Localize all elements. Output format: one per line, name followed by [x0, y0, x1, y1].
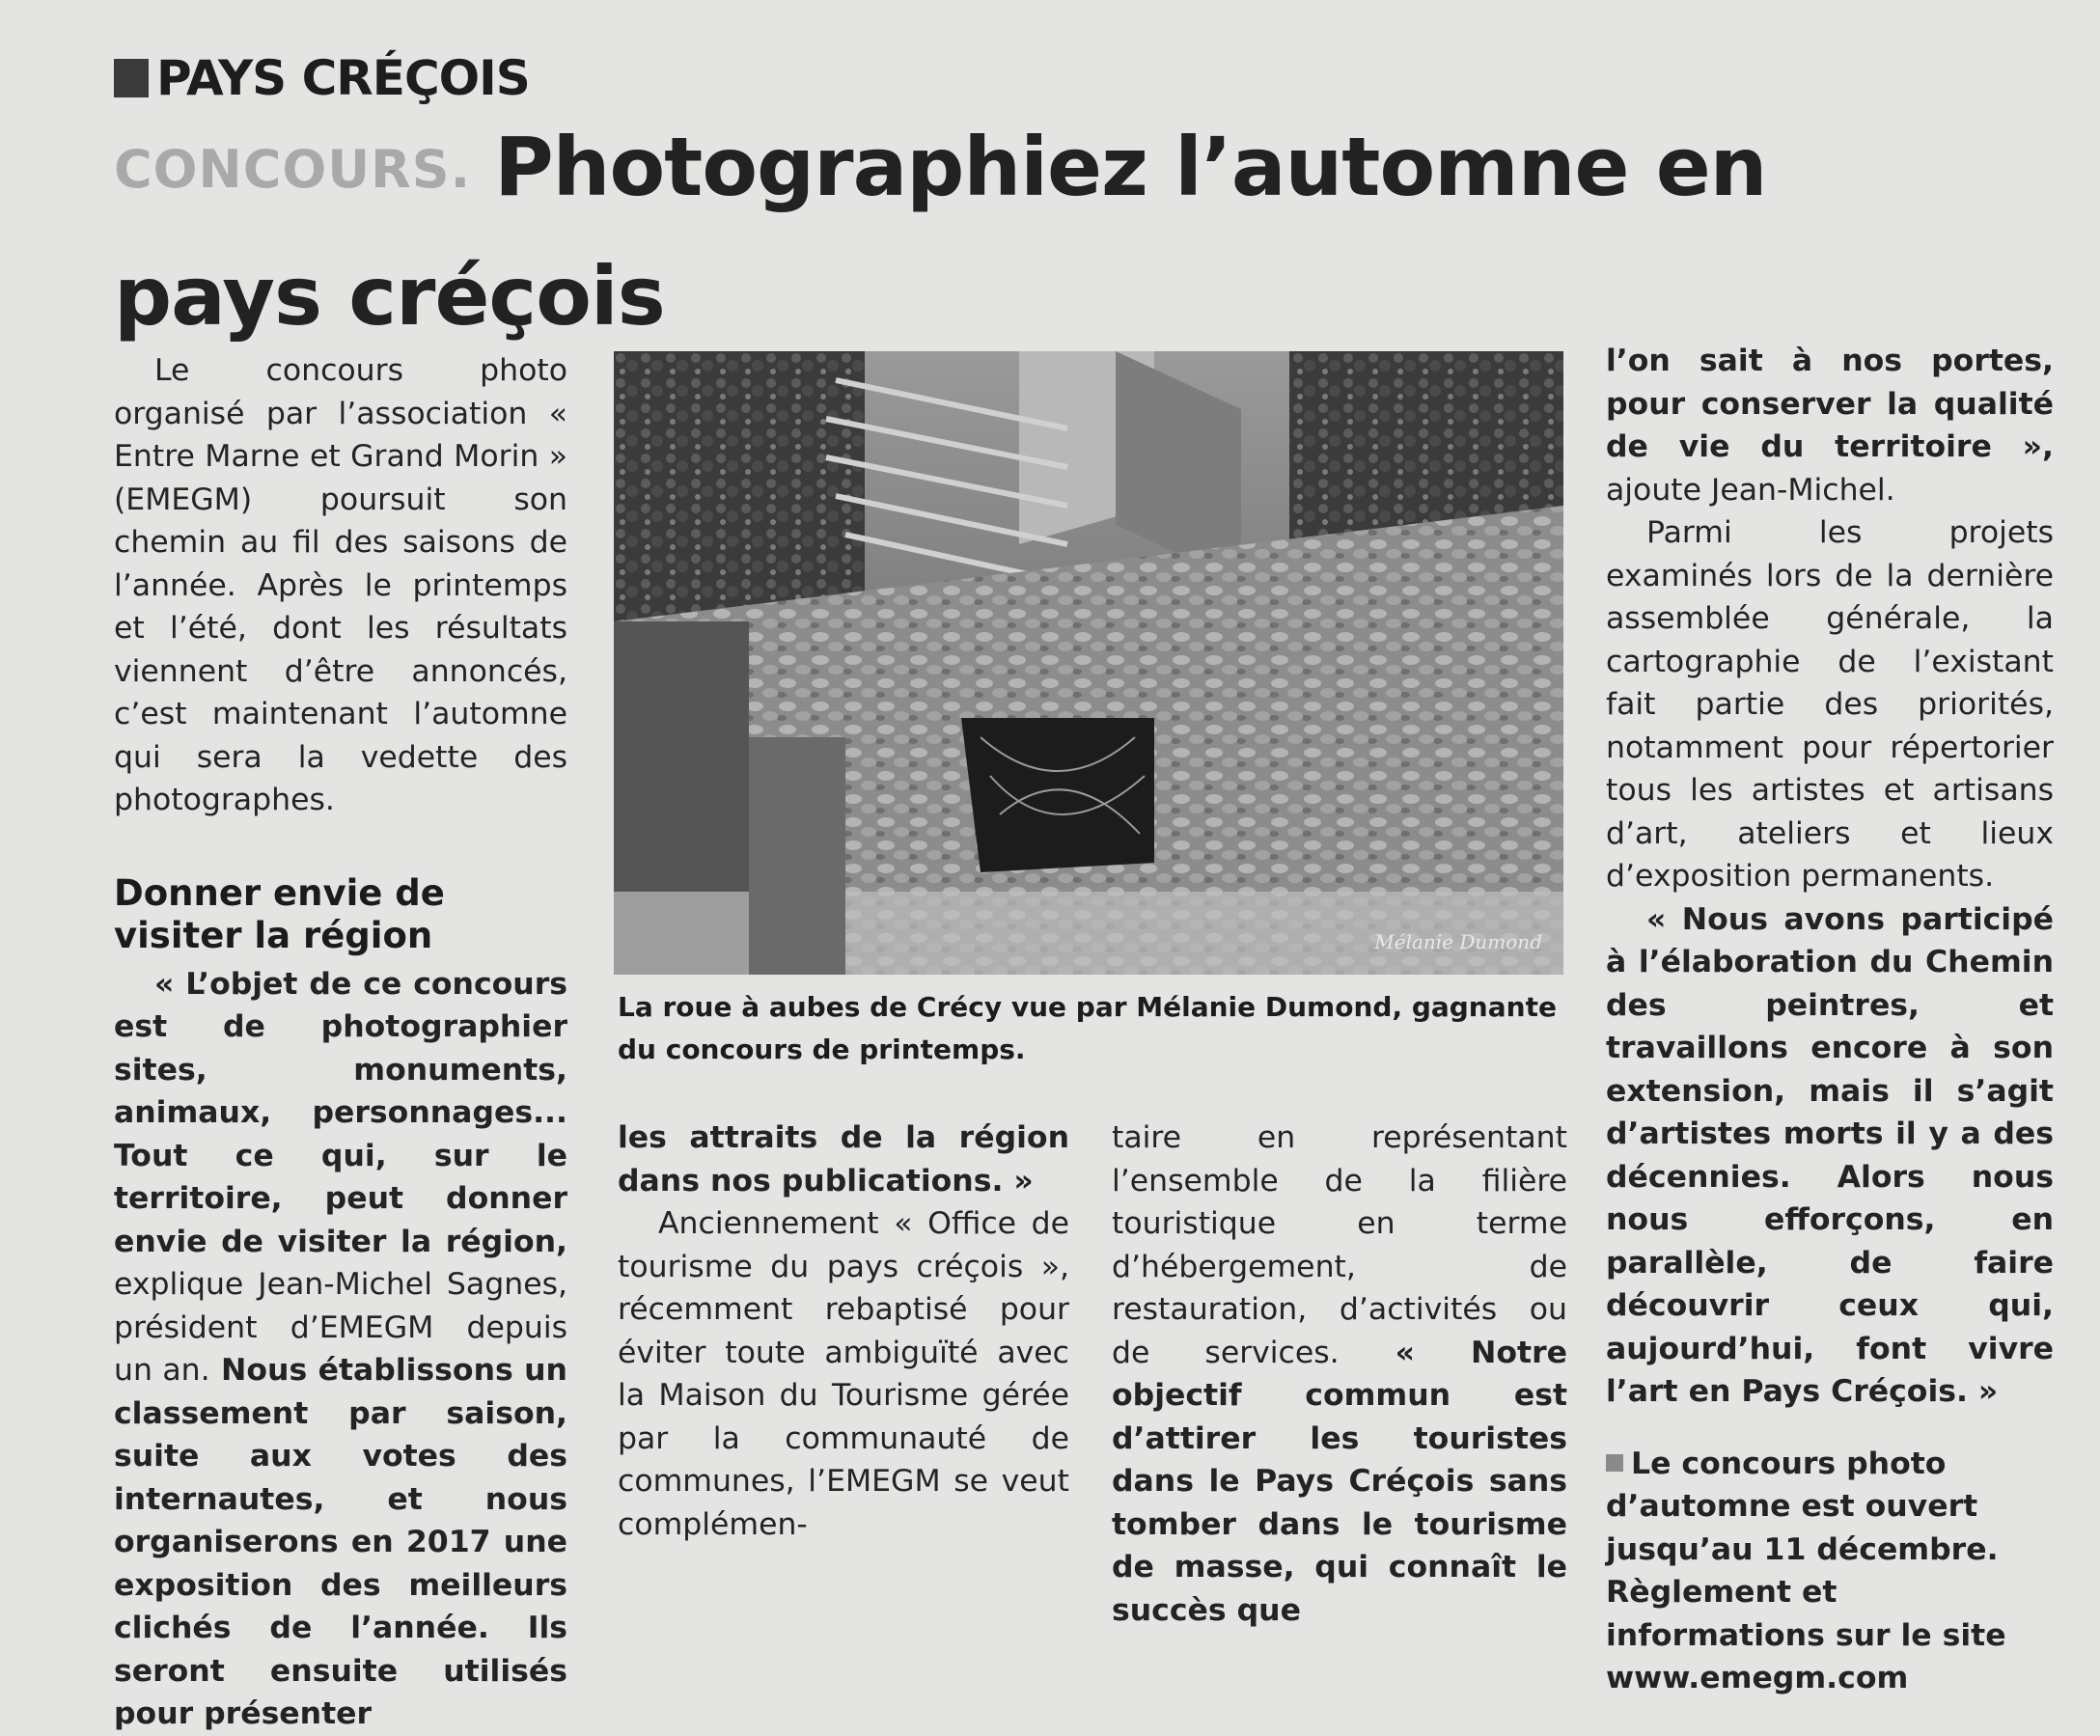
- column-4-paragraph: Parmi les projets examinés lors de la dernière assemblée générale, la cartographie de l’existant fait partie des priorités, notamment pour répertorier tous les artistes et artisans d’art, ateliers et lieux d’exposition permanents.: [1606, 515, 2054, 894]
- section-kicker: [114, 50, 530, 106]
- article-title: Photographiez l’automne en pays créçois: [114, 120, 1767, 344]
- photo-caption: La roue à aubes de Crécy vue par Mélanie Dumond, gagnante du concours de printemps.: [618, 991, 1557, 1065]
- quote-part-1: « L’objet de ce concours est de photographier sites, monuments, animaux, personnages... Tout ce qui, sur le territoire, peut donner envie de visiter la région,: [114, 966, 567, 1259]
- note-square-icon: [1606, 1454, 1623, 1472]
- subheading: Donner envie de visiter la région: [114, 871, 445, 956]
- column-1: [114, 349, 567, 1736]
- column-2-lead: les attraits de la région dans nos publications. »: [618, 1120, 1069, 1199]
- photo-credit: Mélanie Dumond: [1374, 930, 1542, 953]
- kicker-text: PAYS CRÉÇOIS: [156, 50, 530, 106]
- water-wheel-photo: [614, 351, 1563, 975]
- rubric-label: CONCOURS.: [114, 139, 472, 200]
- column-3: [1112, 1116, 1567, 1632]
- info-note: [1606, 1443, 2054, 1700]
- headline: [114, 114, 1812, 372]
- column-4-lead: [1606, 340, 2054, 511]
- kicker-square-icon: [114, 59, 149, 97]
- column-3-quote: « Notre objectif commun est d’attirer les touristes dans le Pays Créçois sans tomber dans le tourisme de masse, qui connaît le succès que: [1112, 1335, 1567, 1628]
- quote-part-2: Nous établissons un classement par saison, suite aux votes des internautes, et nous organiserons en 2017 une exposition des meilleurs clichés de l’année. Ils seront ensuite utilisés pour présenter: [114, 1353, 567, 1731]
- quote-attribution: explique Jean-Michel Sagnes, président d’EMEGM depuis un an.: [114, 1267, 567, 1388]
- column-4: [1606, 340, 2054, 1700]
- column-4-lead-attribution: ajoute Jean-Michel.: [1606, 472, 1895, 508]
- column-2: [618, 1116, 1069, 1546]
- column-4-lead-quote: l’on sait à nos portes, pour conserver la qualité de vie du territoire »,: [1606, 344, 2054, 464]
- column-3-paragraph: [1112, 1116, 1567, 1632]
- quote-paragraph: [114, 963, 567, 1736]
- column-4-quote: « Nous avons participé à l’élaboration du Chemin des peintres, et travaillons encore à son extension, mais il s’agit d’artistes morts il y a des décennies. Alors nous nous efforçons, en parallèle, de faire découvrir ceux qui, aujourd’hui, font vivre l’art en Pays Créçois. »: [1606, 901, 2054, 1409]
- info-note-text: Le concours photo d’automne est ouvert jusqu’au 11 décembre. Règlement et informations sur le site www.emegm.com: [1606, 1446, 2006, 1695]
- article-photo: [614, 351, 1563, 975]
- column-2-paragraph: Anciennement « Office de tourisme du pays créçois », récemment rebaptisé pour éviter toute ambiguïté avec la Maison du Tourisme gérée par la communauté de communes, l’EMEGM se veut complémen-: [618, 1206, 1069, 1542]
- intro-paragraph: Le concours photo organisé par l’association « Entre Marne et Grand Morin » (EMEGM) poursuit son chemin au fil des saisons de l’année. Après le printemps et l’été, dont les résultats viennent d’être annoncés, c’est maintenant l’automne qui sera la vedette des photographes.: [114, 353, 567, 817]
- column-3-text: taire en représentant l’ensemble de la filière touristique en terme d’hébergement, de restauration, d’activités ou de services.: [1112, 1120, 1567, 1370]
